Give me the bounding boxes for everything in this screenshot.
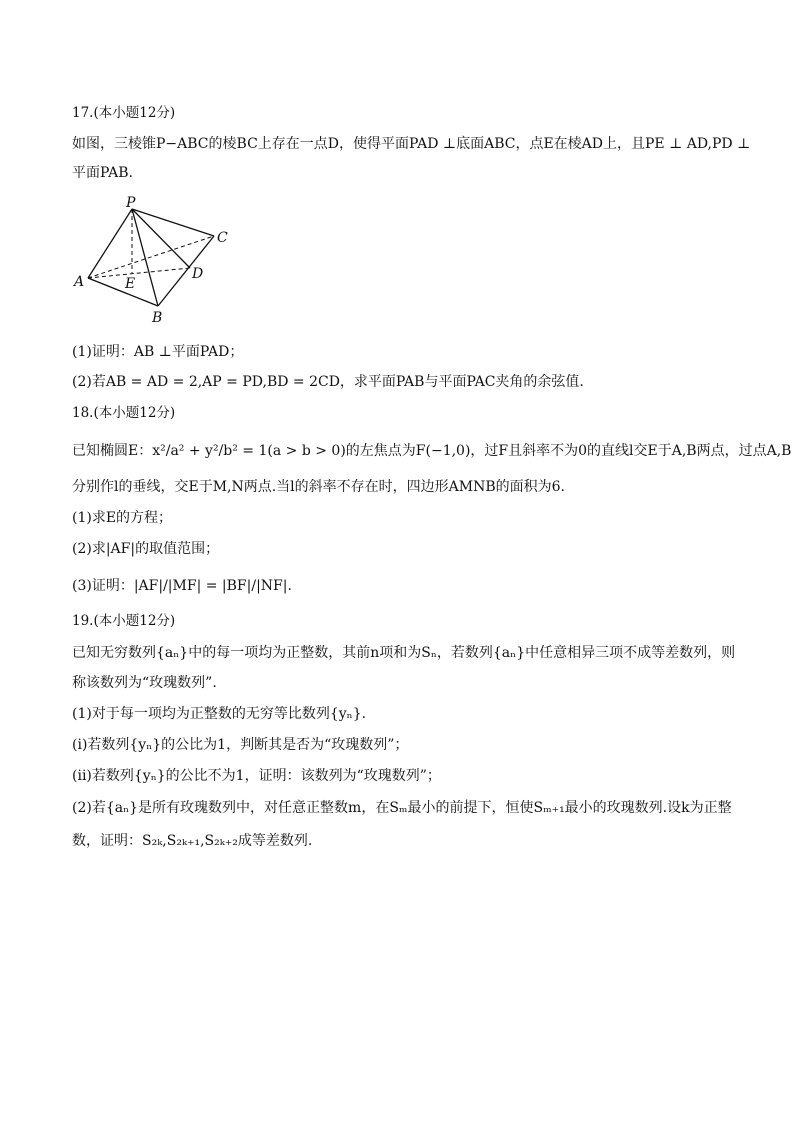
q17-part2: (2)若AB = AD = 2,AP = PD,BD = 2CD，求平面PAB与平面PAC夹角的余弦值.: [72, 374, 584, 390]
q19-header: 19.(本小题12分): [72, 613, 176, 629]
label-d: D: [192, 266, 204, 282]
edge-pa: [88, 209, 132, 278]
q18-part1: (1)求E的方程；: [72, 510, 173, 526]
q19-statement-line1: 已知无穷数列{aₙ}中的每一项均为正整数，其前n项和为Sₙ，若数列{aₙ}中任意相异三项不成等差数列，则: [72, 645, 736, 661]
q18-statement-line1: 已知椭圆E：x²/a² + y²/b² = 1(a > b > 0)的左焦点为F(−1,0)，过F且斜率不为0的直线l交E于A,B两点，过点A,B: [72, 443, 792, 459]
q19-statement-line2: 称该数列为“玫瑰数列”.: [72, 675, 217, 691]
edge-pb: [132, 209, 158, 306]
q19-part2-line2: 数，证明：S₂ₖ,S₂ₖ₊₁,S₂ₖ₊₂成等差数列.: [72, 833, 313, 849]
edge-bc: [158, 236, 214, 306]
q17-header: 17.(本小题12分): [72, 105, 176, 121]
q18-part2: (2)求|AF|的取值范围；: [72, 541, 220, 557]
q19-part1-i: (i)若数列{yₙ}的公比为1，判断其是否为“玫瑰数列”；: [72, 737, 409, 753]
q19-part1-ii: (ii)若数列{yₙ}的公比不为1，证明：该数列为“玫瑰数列”；: [72, 768, 441, 784]
label-e: E: [125, 276, 136, 292]
label-a: A: [74, 274, 85, 290]
label-p: P: [126, 196, 136, 211]
edge-pd: [132, 209, 190, 268]
q19-part2-line1: (2)若{aₙ}是所有玫瑰数列中，对任意正整数m，在Sₘ最小的前提下，恒使Sₘ₊₁最小的玫瑰数列.设k为正整: [72, 800, 732, 816]
label-c: C: [217, 230, 228, 246]
q17-statement-line1: 如图，三棱锥P−ABC的棱BC上存在一点D，使得平面PAD ⊥底面ABC，点E在棱AD上，且PE ⊥ AD,PD ⊥: [72, 136, 751, 152]
q18-part3: (3)证明：|AF|/|MF| = |BF|/|NF|.: [72, 578, 292, 594]
q17-statement-line2: 平面PAB.: [72, 165, 133, 181]
q19-part1: (1)对于每一项均为正整数的无穷等比数列{yₙ}.: [72, 706, 367, 722]
pyramid-diagram: [72, 196, 242, 326]
q18-header: 18.(本小题12分): [72, 405, 176, 421]
label-b: B: [152, 310, 163, 326]
q18-statement-line2: 分别作l的垂线，交E于M,N两点.当l的斜率不存在时，四边形AMNB的面积为6.: [72, 479, 565, 495]
edge-ab: [88, 278, 158, 306]
q17-part1: (1)证明：AB ⊥平面PAD；: [72, 344, 244, 360]
edge-pc: [132, 209, 214, 236]
pyramid-figure: [72, 196, 242, 326]
